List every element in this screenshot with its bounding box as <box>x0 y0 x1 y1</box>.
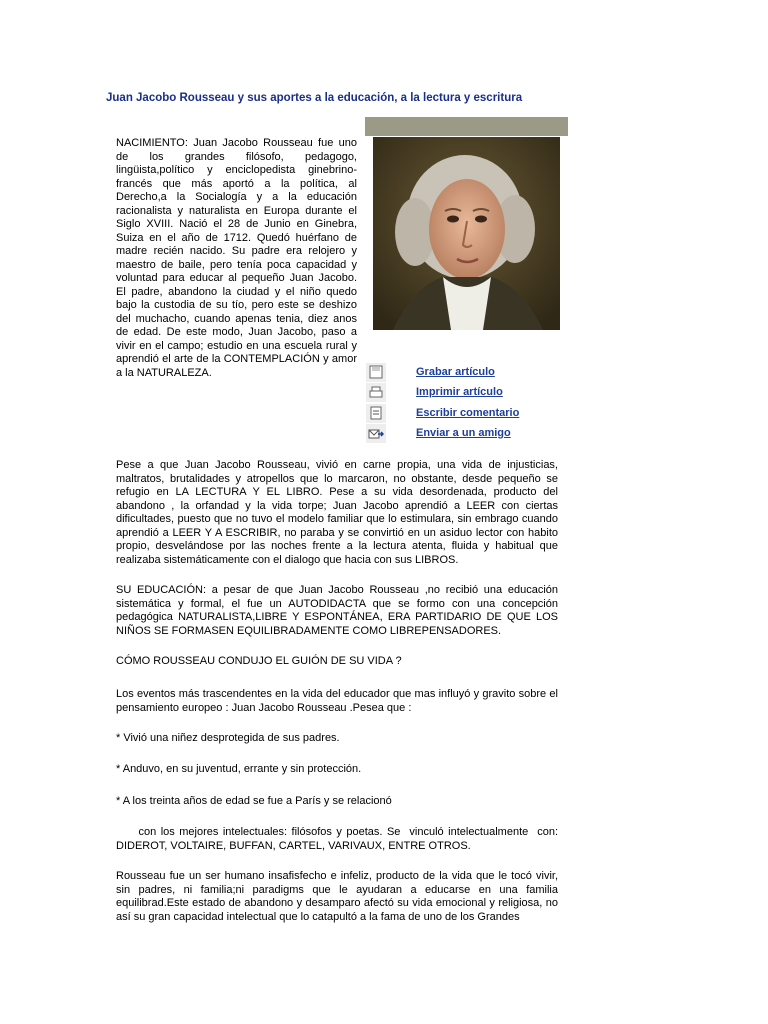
save-icon[interactable] <box>366 363 386 382</box>
portrait-header-bar <box>365 117 568 136</box>
action-row-print[interactable] <box>366 383 566 404</box>
save-article-link[interactable]: Grabar artículo <box>416 365 495 378</box>
rousseau-portrait <box>373 137 560 330</box>
comment-icon[interactable] <box>366 404 386 423</box>
paragraph-conclusion: Rousseau fue un ser humano insafisfecho e infeliz, producto de la vida que le tocó vivir, sin padres, ni familia;ni paradigms que le ayudaran a educarse en una familia equilibrad.Este estado de abandono y desamparo afectó su vida emocional y religiosa, no así su gran capacidad intelectual que lo catapultó a la fama de uno de los Grandes <box>116 870 558 923</box>
print-article-link[interactable]: Imprimir artículo <box>416 386 503 398</box>
write-comment-link[interactable]: Escribir comentario <box>416 406 520 419</box>
intro-paragraph: NACIMIENTO: Juan Jacobo Rousseau fue uno de los grandes filósofo, pedagogo, lingüista,político y enciclopedista ginebrino-francés que más aportó a la política, al Derecho,a la Socialogía y a la educación racionalista y naturalista en Europa durante el Siglo XVIII. Nació el 28 de Junio en Ginebra, Suiza en el año de 1712. Quedó huérfano de madre recién nacido. Su padre era relojero y maestro de baile, pero tenía poca capacidad y voluntad para educar al pequeño Juan Jacobo. El padre, abandono la ciudad y el niño quedo bajo la custodia de su tío, pero este se deshizo del muchacho, cuando apenas tenia, diez anos de edad. De este modo, Juan Jacobo, paso a vivir en el campo; estudio en una escuela rural y aprendió el arte de la CONTEMPLACIÓN y amor a la NATURALEZA. <box>116 137 357 379</box>
action-row-save[interactable] <box>366 362 566 383</box>
paragraph-education: SU EDUCACIÓN: a pesar de que Juan Jacobo Rousseau ,no recibió una educación sistemática y formal, el fue un AUTODIDACTA que se formo con una concepción pedagógica NATURALISTA,LIBRE Y ESPONTÁNEA, ERA PARTIDARIO DE QUE LOS NIÑOS SE FORMASEN EQUILIBRADAMENTE COMO LIBREPENSADORES. <box>116 584 558 637</box>
print-icon[interactable] <box>366 383 386 402</box>
paragraph-intellectuals: con los mejores intelectuales: filósofos y poetas. Se vinculó intelectualmente con: DIDEROT, VOLTAIRE, BUFFAN, CARTEL, VARIVAUX, ENTRE OTROS. <box>116 826 562 852</box>
section-heading-life: CÓMO ROUSSEAU CONDUJO EL GUIÓN DE SU VIDA ? <box>116 655 402 667</box>
paragraph-reading: Pese a que Juan Jacobo Rousseau, vivió en carne propia, una vida de injusticias, maltratos, brutalidades y atropellos que lo marcaron, no obstante, desde pequeño se refugio en LA LECTURA Y EL LIBRO. Pese a su vida desordenada, producto del abandono , la orfandad y la vida torpe; Juan Jacobo aprendió a LEER con ciertas dificultades, puesto que no tuvo el modelo familiar que lo estimulara, sin embrago cuando aprendió a LEER Y A ESCRIBIR, no paraba y se convirtió en un asiduo lector con habito propio, desvelándose por las noches frente a la lectura atenta, fluida y habitual que realizaba sistemáticamente con el dialogo que hacia con sus LIBROS. <box>116 459 558 566</box>
article-title: Juan Jacobo Rousseau y sus aportes a la educación, a la lectura y escritura <box>106 92 523 104</box>
send-to-friend-link[interactable]: Enviar a un amigo <box>416 427 511 439</box>
send-mail-icon[interactable] <box>366 424 386 443</box>
action-row-send[interactable] <box>366 424 566 445</box>
list-item-youth: * Anduvo, en su juventud, errante y sin protección. <box>116 763 362 775</box>
list-item-paris: * A los treinta años de edad se fue a París y se relacionó <box>116 795 392 807</box>
list-item-childhood: * Vivió una niñez desprotegida de sus padres. <box>116 732 340 744</box>
article-actions <box>366 362 566 444</box>
action-row-comment[interactable] <box>366 403 566 424</box>
paragraph-events: Los eventos más trascendentes en la vida del educador que mas influyó y gravito sobre el pensamiento europeo : Juan Jacobo Rousseau .Pesea que : <box>116 688 558 714</box>
